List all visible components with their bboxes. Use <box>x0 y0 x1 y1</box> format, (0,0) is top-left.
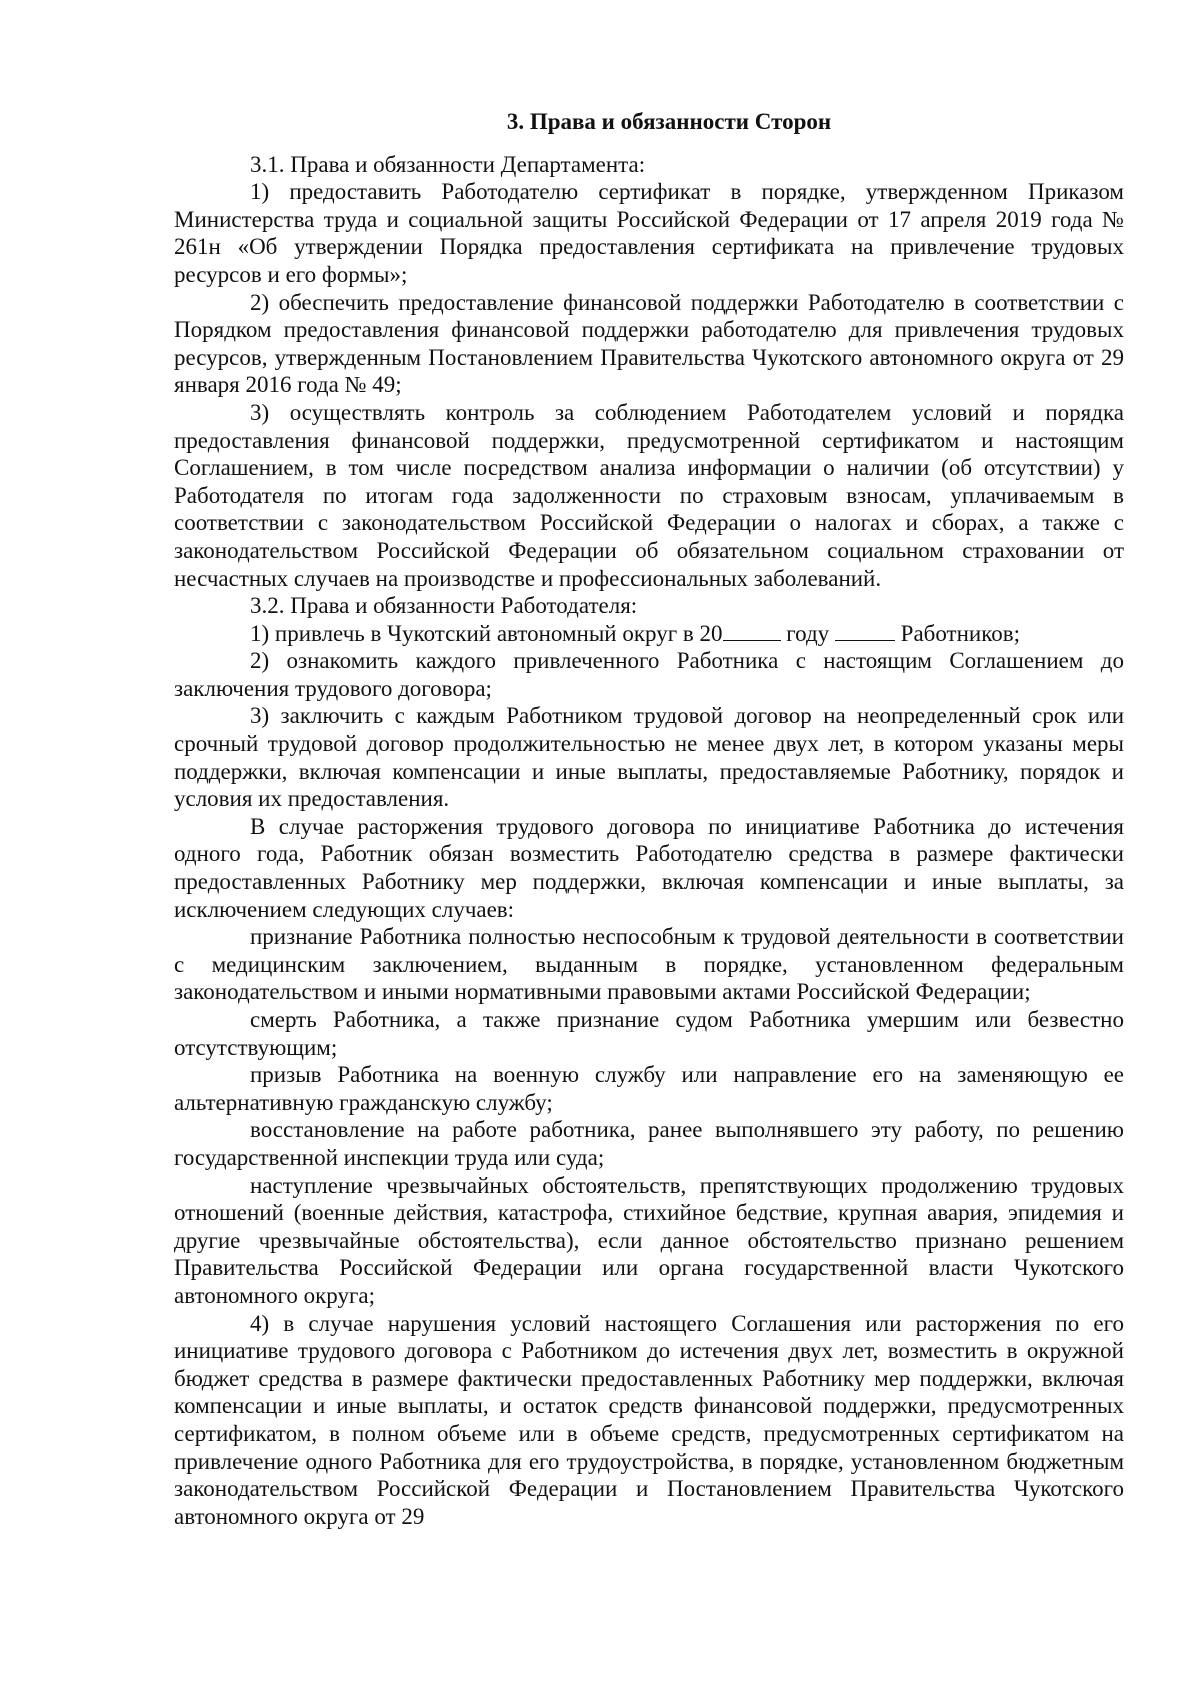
exception-disability: признание Работника полностью неспособным к трудовой деятельности в соответствии с медицинским заключением, выданным в порядке, установленном федеральным законодательством и иными нормативными правовыми актами Российской Федерации; <box>174 924 1124 1005</box>
exception-emergency: наступление чрезвычайных обстоятельств, препятствующих продолжению трудовых отношений (военные действия, катастрофа, стихийное бедствие, крупная авария, эпидемия и другие чрезвычайные обстоятельства), если данное обстоятельство признано решением Правительства Российской Федерации или органа государственной власти Чукотского автономного округа; <box>174 1172 1124 1308</box>
paragraph-3-2-item-3: 3) заключить с каждым Работником трудовой договор на неопределенный срок или срочный трудовой договор продолжительностью не менее двух лет, в котором указаны меры поддержки, включая компенсации и иные выплаты, предоставляемые Работнику, порядок и условия их предоставления. <box>174 703 1124 812</box>
paragraph-3-1-item-3: 3) осуществлять контроль за соблюдением Работодателем условий и порядка предоставления финансовой поддержки, предусмотренной сертификатом и настоящим Соглашением, в том числе посредством анализа информации о наличии (об отсутствии) у Работодателя по итогам года задолженности по страховым взносам, уплачиваемым в соответствии с законодательством Российской Федерации о налогах и сборах, а также с законодательством Российской Федерации об обязательном социальном страховании от несчастных случаев на производстве и профессиональных заболеваний. <box>174 399 1124 591</box>
exception-death: смерть Работника, а также признание судом Работника умершим или безвестно отсутствующим; <box>174 1007 1124 1060</box>
paragraph-3-2-item-1 <box>174 620 1124 648</box>
paragraph-termination-case: В случае расторжения трудового договора по инициативе Работника до истечения одного года, Работник обязан возместить Работодателю средства в размере фактически предоставленных Работнику мер поддержки, включая компенсации и иные выплаты, за исключением следующих случаев: <box>174 813 1124 922</box>
document-body <box>174 108 1124 1530</box>
paragraph-3-1-item-1: 1) предоставить Работодателю сертификат в порядке, утвержденном Приказом Министерства труда и социальной защиты Российской Федерации от 17 апреля 2019 года № 261н «Об утверждении Порядка предоставления сертификата на привлечение трудовых ресурсов и его формы»; <box>174 179 1124 287</box>
paragraph-3-1: 3.1. Права и обязанности Департамента: <box>250 151 646 177</box>
attract-text-part3: Работников; <box>894 620 1020 646</box>
paragraph-3-2-item-2: 2) ознакомить каждого привлеченного Работника с настоящим Соглашением до заключения трудового договора; <box>174 648 1124 701</box>
paragraph-3-2-item-4: 4) в случае нарушения условий настоящего Соглашения или расторжения по его инициативе трудового договора с Работником до истечения двух лет, возместить в окружной бюджет средства в размере фактически предоставленных Работнику мер поддержки, включая компенсации и иные выплаты, и остаток средств финансовой поддержки, предусмотренных сертификатом, в полном объеме или в объеме средств, предусмотренных сертификатом на привлечение одного Работника для его трудоустройства, в порядке, установленном бюджетным законодательством Российской Федерации и Постановлением Правительства Чукотского автономного округа от 29 <box>174 1310 1124 1529</box>
section-heading: 3. Права и обязанности Сторон <box>506 109 832 134</box>
workers-count-blank-field[interactable] <box>835 620 895 641</box>
exception-military-service: призыв Работника на военную службу или направление его на заменяющую ее альтернативную гражданскую службу; <box>174 1062 1124 1115</box>
exception-reinstatement: восстановление на работе работника, ранее выполнявшего эту работу, по решению государственной инспекции труда или суда; <box>174 1117 1124 1170</box>
year-blank-field[interactable] <box>723 620 781 641</box>
paragraph-3-1-item-2: 2) обеспечить предоставление финансовой поддержки Работодателю в соответствии с Порядком предоставления финансовой поддержки работодателю для привлечения трудовых ресурсов, утвержденным Постановлением Правительства Чукотского автономного округа от 29 января 2016 года № 49; <box>174 289 1124 398</box>
attract-text-part2: году <box>780 620 835 646</box>
attract-text-part1: 1) привлечь в Чукотский автономный округ в 20 <box>250 620 723 646</box>
paragraph-3-2: 3.2. Права и обязанности Работодателя: <box>250 593 638 619</box>
